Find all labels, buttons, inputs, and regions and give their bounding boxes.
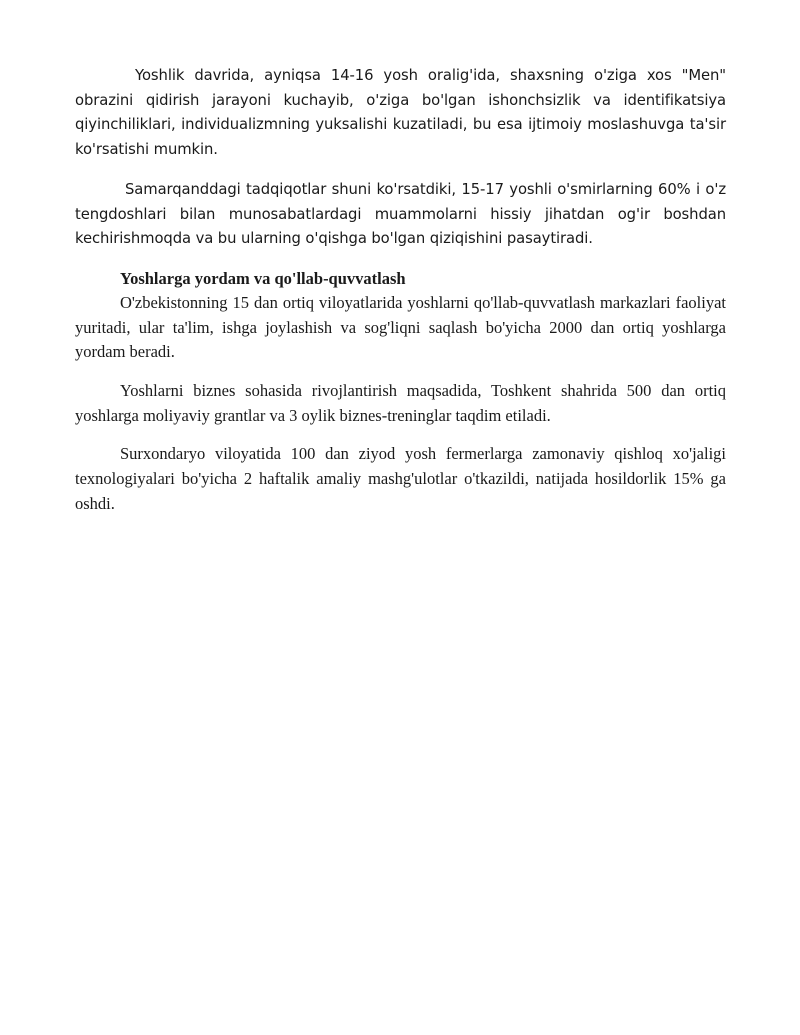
paragraph-identity: Yoshlik davrida, ayniqsa 14-16 yosh oralig'ida, shaxsning o'ziga xos "Men" obrazini qidirish jarayoni kuchayib, o'ziga bo'lgan ishonchsizlik va identifikatsiya qiyinchiliklari, individualizmning yuksalishi kuzatiladi, bu esa ijtimoiy moslashuvga ta'sir ko'rsatishi mumkin. xyxy=(75,67,726,159)
paragraph-support-centers: O'zbekistonning 15 dan ortiq viloyatlarida yoshlarni qo'llab-quvvatlash markazlari faoliyat yuritadi, ular ta'lim, ishga joylashish va sog'liqni saqlash bo'yicha 2000 dan ortiq yoshlarga yordam beradi. xyxy=(75,292,726,362)
document-page xyxy=(75,64,726,517)
paragraph-surkhandarya-farmers: Surxondaryo viloyatida 100 dan ziyod yosh fermerlarga zamonaviy qishloq xo'jaligi texnologiyalari bo'yicha 2 haftalik amaliy mashg'ulotlar o'tkazildi, natijada hosildorlik 15% ga oshdi. xyxy=(75,444,726,513)
paragraph-business-grants: Yoshlarni biznes sohasida rivojlantirish maqsadida, Toshkent shahrida 500 dan ortiq yoshlarga moliyaviy grantlar va 3 oylik biznes-treninglar taqdim etiladi. xyxy=(75,381,726,425)
paragraph-samarkand-research: Samarqanddagi tadqiqotlar shuni ko'rsatdiki, 15-17 yoshli o'smirlarning 60% i o'z tengdoshlari bilan munosabatlardagi muammolarni hissiy jihatdan og'ir boshdan kechirishmoqda va bu ularning o'qishga bo'lgan qiziqishini pasaytiradi. xyxy=(75,180,726,248)
section-heading: Yoshlarga yordam va qo'llab-quvvatlash xyxy=(120,268,406,288)
